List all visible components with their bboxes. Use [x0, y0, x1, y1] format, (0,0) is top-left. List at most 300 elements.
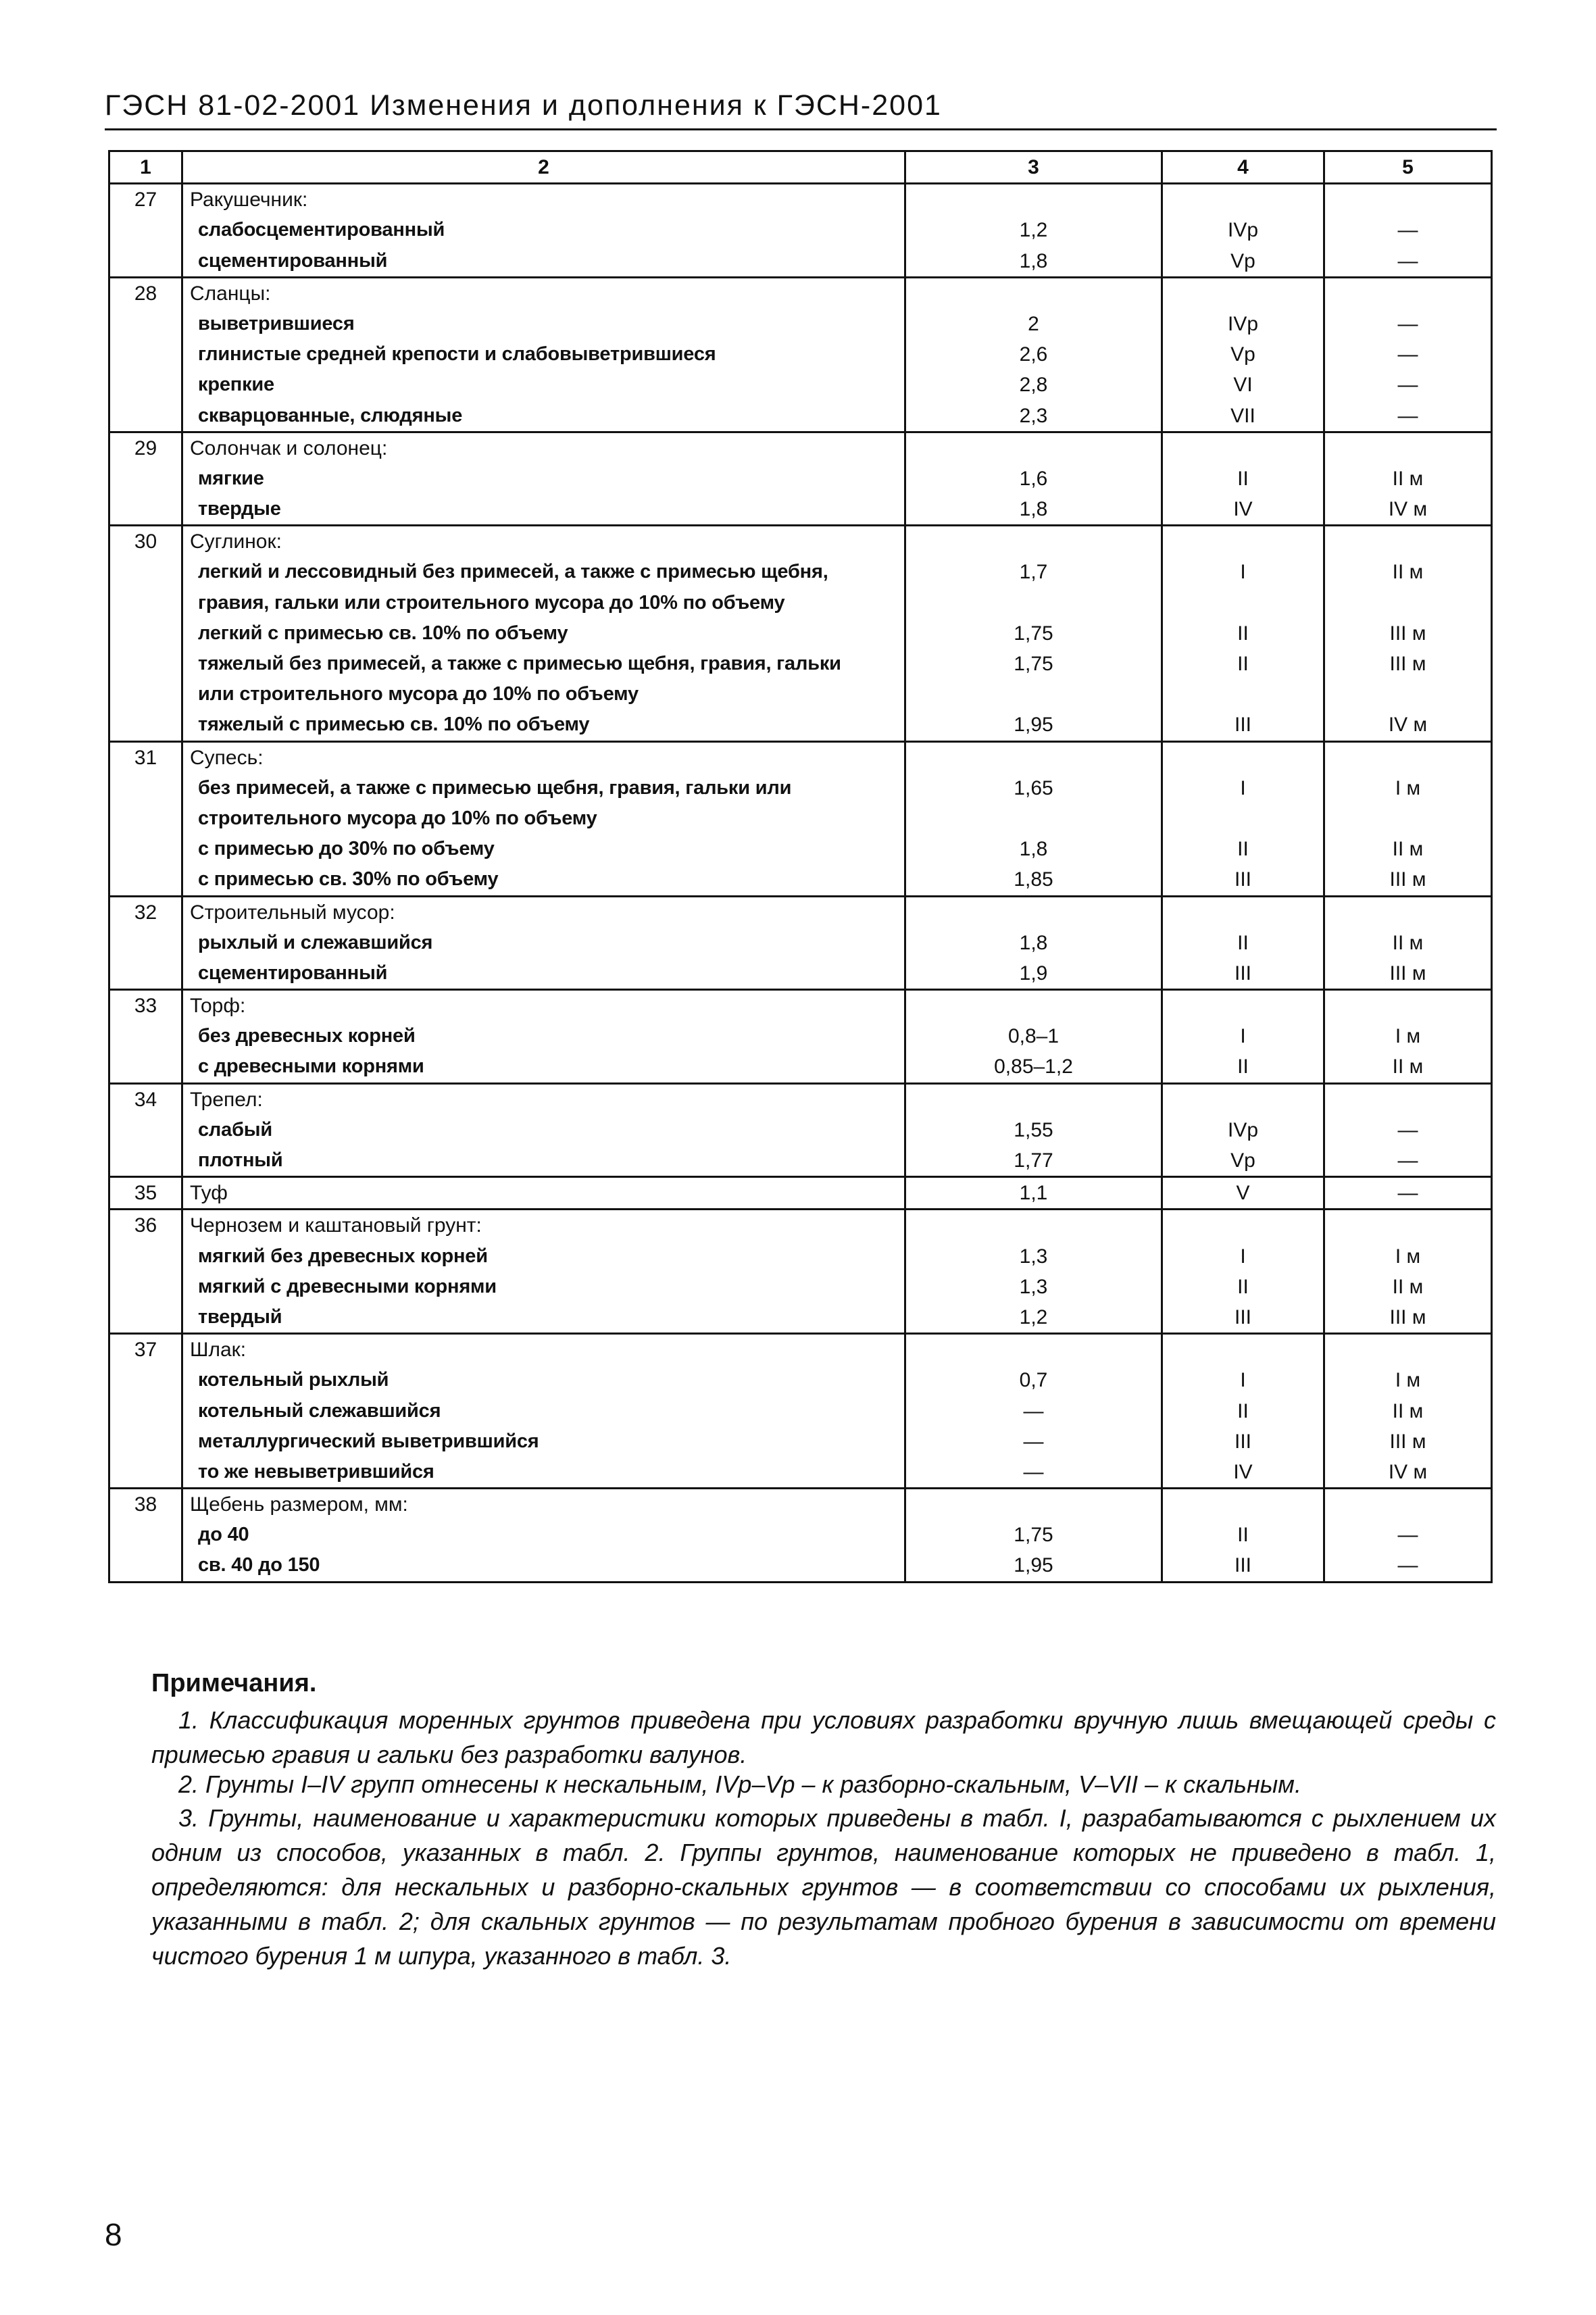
table-row	[109, 1210, 1492, 1334]
group-cell	[1324, 184, 1492, 278]
soil-type-name: Торф:	[190, 995, 246, 1018]
row-number: 38	[134, 1493, 157, 1516]
row-number: 34	[134, 1088, 157, 1111]
group-value	[1325, 991, 1491, 1021]
row-number-cell	[109, 1083, 182, 1177]
density-value: —	[1023, 1460, 1044, 1483]
row-number-spacer	[110, 401, 181, 431]
row-number: 31	[134, 746, 157, 769]
table-row	[109, 741, 1492, 896]
row-number-spacer	[110, 1302, 181, 1333]
table-row	[109, 184, 1492, 278]
group-value: —	[1397, 343, 1418, 366]
density-value	[906, 679, 1161, 710]
density-value: 1,7	[1019, 561, 1048, 584]
soil-subtype-label: или строительного мусора до 10% по объему	[198, 683, 639, 705]
category-value	[1163, 184, 1323, 215]
soil-subtype-label: с примесью св. 30% по объему	[198, 868, 499, 891]
soil-subtype-label: котельный рыхлый	[198, 1369, 389, 1391]
group-cell	[1324, 526, 1492, 741]
group-value	[1325, 184, 1491, 215]
row-number-spacer	[110, 928, 181, 958]
group-value	[1325, 433, 1491, 464]
category-value: IV	[1233, 1460, 1253, 1483]
density-value: 1,2	[1019, 1305, 1048, 1328]
soil-subtype-label: тяжелый без примесей, а также с примесью щебня, гравия, гальки	[198, 653, 841, 675]
row-number-spacer	[110, 557, 181, 587]
row-number: 30	[134, 530, 157, 553]
group-value: IV м	[1388, 498, 1428, 521]
category-value: II	[1237, 1275, 1249, 1298]
category-value	[1163, 743, 1323, 773]
group-value	[1325, 1085, 1491, 1115]
group-cell	[1324, 896, 1492, 990]
category-value: IV	[1233, 498, 1253, 521]
category-cell	[1162, 432, 1324, 526]
soil-subtype-label: рыхлый и слежавшийся	[198, 931, 433, 953]
row-number-spacer	[110, 588, 181, 618]
group-value: —	[1397, 219, 1418, 242]
density-value: 1,9	[1019, 962, 1048, 985]
density-cell	[905, 432, 1162, 526]
row-number-spacer	[110, 1051, 181, 1082]
header-rule	[105, 128, 1497, 130]
group-value: III м	[1389, 1430, 1426, 1453]
soil-name-cell	[182, 1489, 905, 1583]
soil-subtype-label: с древесными корнями	[198, 1055, 424, 1078]
soil-subtype-label: сцементированный	[198, 962, 388, 984]
table-row	[109, 526, 1492, 741]
density-cell	[905, 741, 1162, 896]
category-value: II	[1237, 653, 1249, 676]
row-number-spacer	[110, 1021, 181, 1051]
group-value: II м	[1392, 931, 1424, 954]
density-value: 1,75	[1014, 1524, 1053, 1547]
category-value	[1163, 433, 1323, 464]
density-value: 1,95	[1014, 714, 1053, 737]
group-cell	[1324, 1334, 1492, 1489]
row-number-spacer	[110, 649, 181, 679]
density-cell	[905, 1334, 1162, 1489]
soil-name-cell	[182, 1083, 905, 1177]
soil-type-name: Сланцы:	[190, 282, 271, 305]
group-cell	[1324, 277, 1492, 432]
soil-subtype-label: мягкий без древесных корней	[198, 1245, 488, 1267]
soil-subtype-label: твердые	[198, 498, 281, 520]
soil-name-cell	[182, 432, 905, 526]
category-value: II	[1237, 1399, 1249, 1422]
soil-type-name: Туф	[190, 1182, 228, 1205]
page-number: 8	[105, 2217, 122, 2252]
group-cell	[1324, 1083, 1492, 1177]
column-number-5: 5	[1324, 151, 1492, 184]
category-cell	[1162, 741, 1324, 896]
category-value: I	[1240, 1025, 1246, 1048]
category-value: II	[1237, 1055, 1249, 1078]
category-value: I	[1240, 1369, 1246, 1392]
group-cell	[1324, 1177, 1492, 1210]
soil-subtype-label: без древесных корней	[198, 1025, 416, 1047]
group-value	[1325, 803, 1491, 834]
soil-name-cell	[182, 990, 905, 1084]
density-cell	[905, 1210, 1162, 1334]
group-value	[1325, 1489, 1491, 1520]
group-value	[1325, 588, 1491, 618]
group-cell	[1324, 1210, 1492, 1334]
row-number-cell	[109, 432, 182, 526]
group-value: III м	[1389, 653, 1426, 676]
category-value: II	[1237, 931, 1249, 954]
density-value: 2,8	[1019, 374, 1048, 397]
density-cell	[905, 990, 1162, 1084]
category-value	[1163, 1210, 1323, 1241]
soil-type-name: Суглинок:	[190, 530, 282, 553]
note-1: 1. Классификация моренных грунтов приведена при условиях разработки вручную лишь вмещающей среды с примесью гравия и гальки без разработки валунов.	[151, 1706, 1496, 1768]
category-value: I	[1240, 561, 1246, 584]
soil-subtype-label: сцементированный	[198, 249, 388, 272]
row-number-spacer	[110, 246, 181, 276]
group-value: II м	[1392, 1275, 1424, 1298]
group-value	[1325, 526, 1491, 557]
category-value: Vр	[1230, 343, 1255, 366]
soil-subtype-label: легкий и лессовидный без примесей, а также с примесью щебня,	[198, 561, 828, 583]
category-value: V	[1236, 1182, 1250, 1205]
soil-name-cell	[182, 741, 905, 896]
density-value: 1,95	[1014, 1554, 1053, 1577]
category-value	[1163, 679, 1323, 710]
group-cell	[1324, 990, 1492, 1084]
row-number: 36	[134, 1214, 157, 1237]
category-value	[1163, 588, 1323, 618]
category-cell	[1162, 1177, 1324, 1210]
density-value: 1,65	[1014, 776, 1053, 799]
category-value: Vр	[1230, 1149, 1255, 1172]
row-number-spacer	[110, 618, 181, 649]
column-number-2: 2	[182, 151, 905, 184]
group-value: III м	[1389, 1305, 1426, 1328]
row-number-spacer	[110, 710, 181, 740]
category-value: IVр	[1227, 219, 1259, 242]
row-number: 35	[134, 1182, 157, 1205]
density-value	[906, 1335, 1161, 1365]
category-cell	[1162, 1210, 1324, 1334]
density-value: 1,3	[1019, 1275, 1048, 1298]
row-number-cell	[109, 1334, 182, 1489]
density-cell	[905, 184, 1162, 278]
column-number-1: 1	[109, 151, 182, 184]
density-value: 1,8	[1019, 931, 1048, 954]
category-cell	[1162, 1083, 1324, 1177]
density-value	[906, 1085, 1161, 1115]
density-cell	[905, 1489, 1162, 1583]
density-value: —	[1023, 1430, 1044, 1453]
category-cell	[1162, 1334, 1324, 1489]
density-value	[906, 1210, 1161, 1241]
density-value: 2	[1028, 312, 1039, 335]
soil-name-cell	[182, 277, 905, 432]
soil-subtype-label: св. 40 до 150	[198, 1554, 320, 1576]
group-value: —	[1397, 1149, 1418, 1172]
group-value: —	[1397, 1118, 1418, 1141]
row-number-spacer	[110, 679, 181, 710]
soil-subtype-label: то же невыветрившийся	[198, 1460, 434, 1483]
row-number: 33	[134, 995, 157, 1018]
soil-type-name: Строительный мусор:	[190, 901, 395, 924]
density-cell	[905, 1177, 1162, 1210]
group-value: —	[1397, 1182, 1418, 1205]
soil-classification-table	[108, 150, 1493, 1583]
row-number-spacer	[110, 370, 181, 400]
category-value: III	[1234, 962, 1251, 985]
table-row	[109, 1177, 1492, 1210]
group-value: —	[1397, 1524, 1418, 1547]
soil-subtype-label: тяжелый с примесью св. 10% по объему	[198, 714, 590, 736]
page-header: ГЭСН 81-02-2001 Изменения и дополнения к ГЭСН-2001	[105, 89, 942, 122]
soil-name-cell	[182, 896, 905, 990]
group-value: II м	[1392, 1055, 1424, 1078]
soil-subtype-label: мягкие	[198, 467, 264, 489]
soil-subtype-label: гравия, гальки или строительного мусора до 10% по объему	[198, 591, 785, 614]
density-value	[906, 743, 1161, 773]
row-number-cell	[109, 990, 182, 1084]
category-value	[1163, 803, 1323, 834]
group-value	[1325, 743, 1491, 773]
density-value: 1,8	[1019, 498, 1048, 521]
row-number-cell	[109, 741, 182, 896]
density-value: 1,55	[1014, 1118, 1053, 1141]
row-number: 28	[134, 282, 157, 305]
soil-type-name: Чернозем и каштановый грунт:	[190, 1214, 482, 1237]
category-value: III	[1234, 714, 1251, 737]
soil-subtype-label: твердый	[198, 1305, 282, 1328]
group-value: II м	[1392, 467, 1424, 490]
category-value	[1163, 991, 1323, 1021]
density-value: 1,77	[1014, 1149, 1053, 1172]
row-number-cell	[109, 184, 182, 278]
row-number-cell	[109, 1210, 182, 1334]
group-cell	[1324, 741, 1492, 896]
row-number-spacer	[110, 1365, 181, 1395]
density-value	[906, 588, 1161, 618]
soil-name-cell	[182, 184, 905, 278]
soil-name-cell	[182, 1210, 905, 1334]
density-value: 0,8–1	[1007, 1025, 1059, 1048]
soil-subtype-label: выветрившиеся	[198, 312, 355, 334]
density-cell	[905, 526, 1162, 741]
row-number-spacer	[110, 1396, 181, 1426]
row-number-spacer	[110, 1241, 181, 1272]
density-value	[906, 991, 1161, 1021]
table-row	[109, 896, 1492, 990]
row-number-spacer	[110, 1550, 181, 1580]
row-number-spacer	[110, 1426, 181, 1457]
soil-subtype-label: мягкий с древесными корнями	[198, 1275, 497, 1297]
category-cell	[1162, 896, 1324, 990]
row-number-spacer	[110, 215, 181, 245]
row-number-spacer	[110, 339, 181, 370]
group-value	[1325, 1210, 1491, 1241]
density-value: 2,3	[1019, 404, 1048, 427]
soil-subtype-label: строительного мусора до 10% по объему	[198, 807, 597, 829]
group-value: I м	[1395, 1025, 1421, 1048]
category-value	[1163, 897, 1323, 928]
category-value: III	[1234, 1430, 1251, 1453]
category-value: IVр	[1227, 1118, 1259, 1141]
group-value: II м	[1392, 1399, 1424, 1422]
row-number-spacer	[110, 958, 181, 989]
group-value	[1325, 278, 1491, 309]
soil-type-name: Супесь:	[190, 746, 264, 769]
row-number: 32	[134, 901, 157, 924]
soil-subtype-label: слабый	[198, 1118, 272, 1141]
category-value	[1163, 526, 1323, 557]
row-number-cell	[109, 1489, 182, 1583]
density-value: 0,7	[1019, 1369, 1048, 1392]
row-number-spacer	[110, 309, 181, 339]
density-value: 1,1	[1019, 1182, 1048, 1205]
soil-type-name: Ракушечник:	[190, 189, 308, 211]
density-value: 1,8	[1019, 249, 1048, 272]
row-number-cell	[109, 896, 182, 990]
category-value: IVр	[1227, 312, 1259, 335]
density-value: 1,3	[1019, 1245, 1048, 1268]
row-number-spacer	[110, 1115, 181, 1145]
column-number-4: 4	[1162, 151, 1324, 184]
category-cell	[1162, 990, 1324, 1084]
row-number-spacer	[110, 1272, 181, 1302]
category-value: III	[1234, 1554, 1251, 1577]
category-cell	[1162, 1489, 1324, 1583]
category-value: VI	[1233, 374, 1253, 397]
density-value	[906, 1489, 1161, 1520]
soil-subtype-label: крепкие	[198, 374, 274, 396]
soil-subtype-label: до 40	[198, 1524, 249, 1546]
group-value	[1325, 897, 1491, 928]
density-value: 2,6	[1019, 343, 1048, 366]
soil-subtype-label: глинистые средней крепости и слабовыветрившиеся	[198, 343, 716, 366]
soil-subtype-label: металлургический выветрившийся	[198, 1430, 539, 1452]
density-cell	[905, 1083, 1162, 1177]
column-number-3: 3	[905, 151, 1162, 184]
row-number-spacer	[110, 834, 181, 864]
group-value: I м	[1395, 1245, 1421, 1268]
category-value: I	[1240, 1245, 1246, 1268]
category-value: Vр	[1230, 249, 1255, 272]
row-number: 37	[134, 1339, 157, 1362]
category-value: I	[1240, 776, 1246, 799]
soil-subtype-label: котельный слежавшийся	[198, 1399, 441, 1422]
group-value: III м	[1389, 962, 1426, 985]
row-number-cell	[109, 1177, 182, 1210]
density-value: —	[1023, 1399, 1044, 1422]
category-value: III	[1234, 1305, 1251, 1328]
density-value	[906, 897, 1161, 928]
category-value	[1163, 278, 1323, 309]
category-value: III	[1234, 868, 1251, 891]
group-value: III м	[1389, 622, 1426, 645]
category-value: VII	[1230, 404, 1255, 427]
category-value: II	[1237, 622, 1249, 645]
group-value	[1325, 679, 1491, 710]
density-cell	[905, 277, 1162, 432]
density-value	[906, 278, 1161, 309]
group-value: IV м	[1388, 714, 1428, 737]
note-3: 3. Грунты, наименование и характеристики которых приведены в табл. I, разрабатываются с рыхлением их одним из способов, указанных в табл. 2. Группы грунтов, наименование которых не приведено в табл. 1, определяются: для нескальных и разборно-скальных грунтов — в соответствии со способами их рыхления, указанными в табл. 2; для скальных грунтов — по результатам пробного бурения в зависимости от времени чистого бурения 1 м шпура, указанного в табл. 3.	[151, 1804, 1496, 1970]
row-number: 27	[134, 189, 157, 211]
density-value: 1,75	[1014, 622, 1053, 645]
table-row	[109, 990, 1492, 1084]
category-cell	[1162, 277, 1324, 432]
soil-name-cell	[182, 1334, 905, 1489]
soil-subtype-label: легкий с примесью св. 10% по объему	[198, 622, 568, 644]
group-value: III м	[1389, 868, 1426, 891]
group-value: —	[1397, 312, 1418, 335]
soil-type-name: Солончак и солонец:	[190, 437, 388, 459]
density-value	[906, 433, 1161, 464]
note-2: 2. Грунты I–IV групп отнесены к нескальным, IVр–Vр – к разборно-скальным, V–VII – к скальным.	[178, 1770, 1301, 1798]
density-value	[906, 803, 1161, 834]
table-row	[109, 1334, 1492, 1489]
group-value: —	[1397, 374, 1418, 397]
category-value: II	[1237, 838, 1249, 861]
soil-type-name: Шлак:	[190, 1339, 247, 1362]
density-value: 1,6	[1019, 467, 1048, 490]
notes-title: Примечания.	[151, 1669, 317, 1697]
row-number-spacer	[110, 1145, 181, 1176]
row-number-spacer	[110, 864, 181, 895]
group-cell	[1324, 1489, 1492, 1583]
category-value: II	[1237, 1524, 1249, 1547]
density-value: 1,75	[1014, 653, 1053, 676]
row-number-spacer	[110, 1457, 181, 1487]
category-value: II	[1237, 467, 1249, 490]
group-value: II м	[1392, 561, 1424, 584]
group-value: —	[1397, 1554, 1418, 1577]
soil-type-name: Щебень размером, мм:	[190, 1493, 408, 1516]
table-row	[109, 1083, 1492, 1177]
soil-type-name: Трепел:	[190, 1088, 263, 1111]
soil-subtype-label: скварцованные, слюдяные	[198, 404, 463, 426]
density-cell	[905, 896, 1162, 990]
density-value: 1,2	[1019, 219, 1048, 242]
table-row	[109, 1489, 1492, 1583]
table-row	[109, 277, 1492, 432]
row-number-spacer	[110, 803, 181, 834]
group-value: I м	[1395, 776, 1421, 799]
density-value: 1,8	[1019, 838, 1048, 861]
row-number-spacer	[110, 773, 181, 803]
group-value: —	[1397, 249, 1418, 272]
table-row	[109, 432, 1492, 526]
soil-subtype-label: с примесью до 30% по объему	[198, 838, 495, 860]
category-cell	[1162, 184, 1324, 278]
soil-subtype-label: слабосцементированный	[198, 219, 445, 241]
row-number-spacer	[110, 494, 181, 524]
group-cell	[1324, 432, 1492, 526]
group-value: II м	[1392, 838, 1424, 861]
density-value: 1,85	[1014, 868, 1053, 891]
group-value: I м	[1395, 1369, 1421, 1392]
row-number-spacer	[110, 1520, 181, 1550]
group-value: —	[1397, 404, 1418, 427]
column-number-row	[109, 151, 1492, 184]
group-value: IV м	[1388, 1460, 1428, 1483]
row-number-spacer	[110, 464, 181, 494]
soil-name-cell	[182, 526, 905, 741]
category-value	[1163, 1335, 1323, 1365]
soil-name-cell	[182, 1177, 905, 1210]
category-value	[1163, 1085, 1323, 1115]
